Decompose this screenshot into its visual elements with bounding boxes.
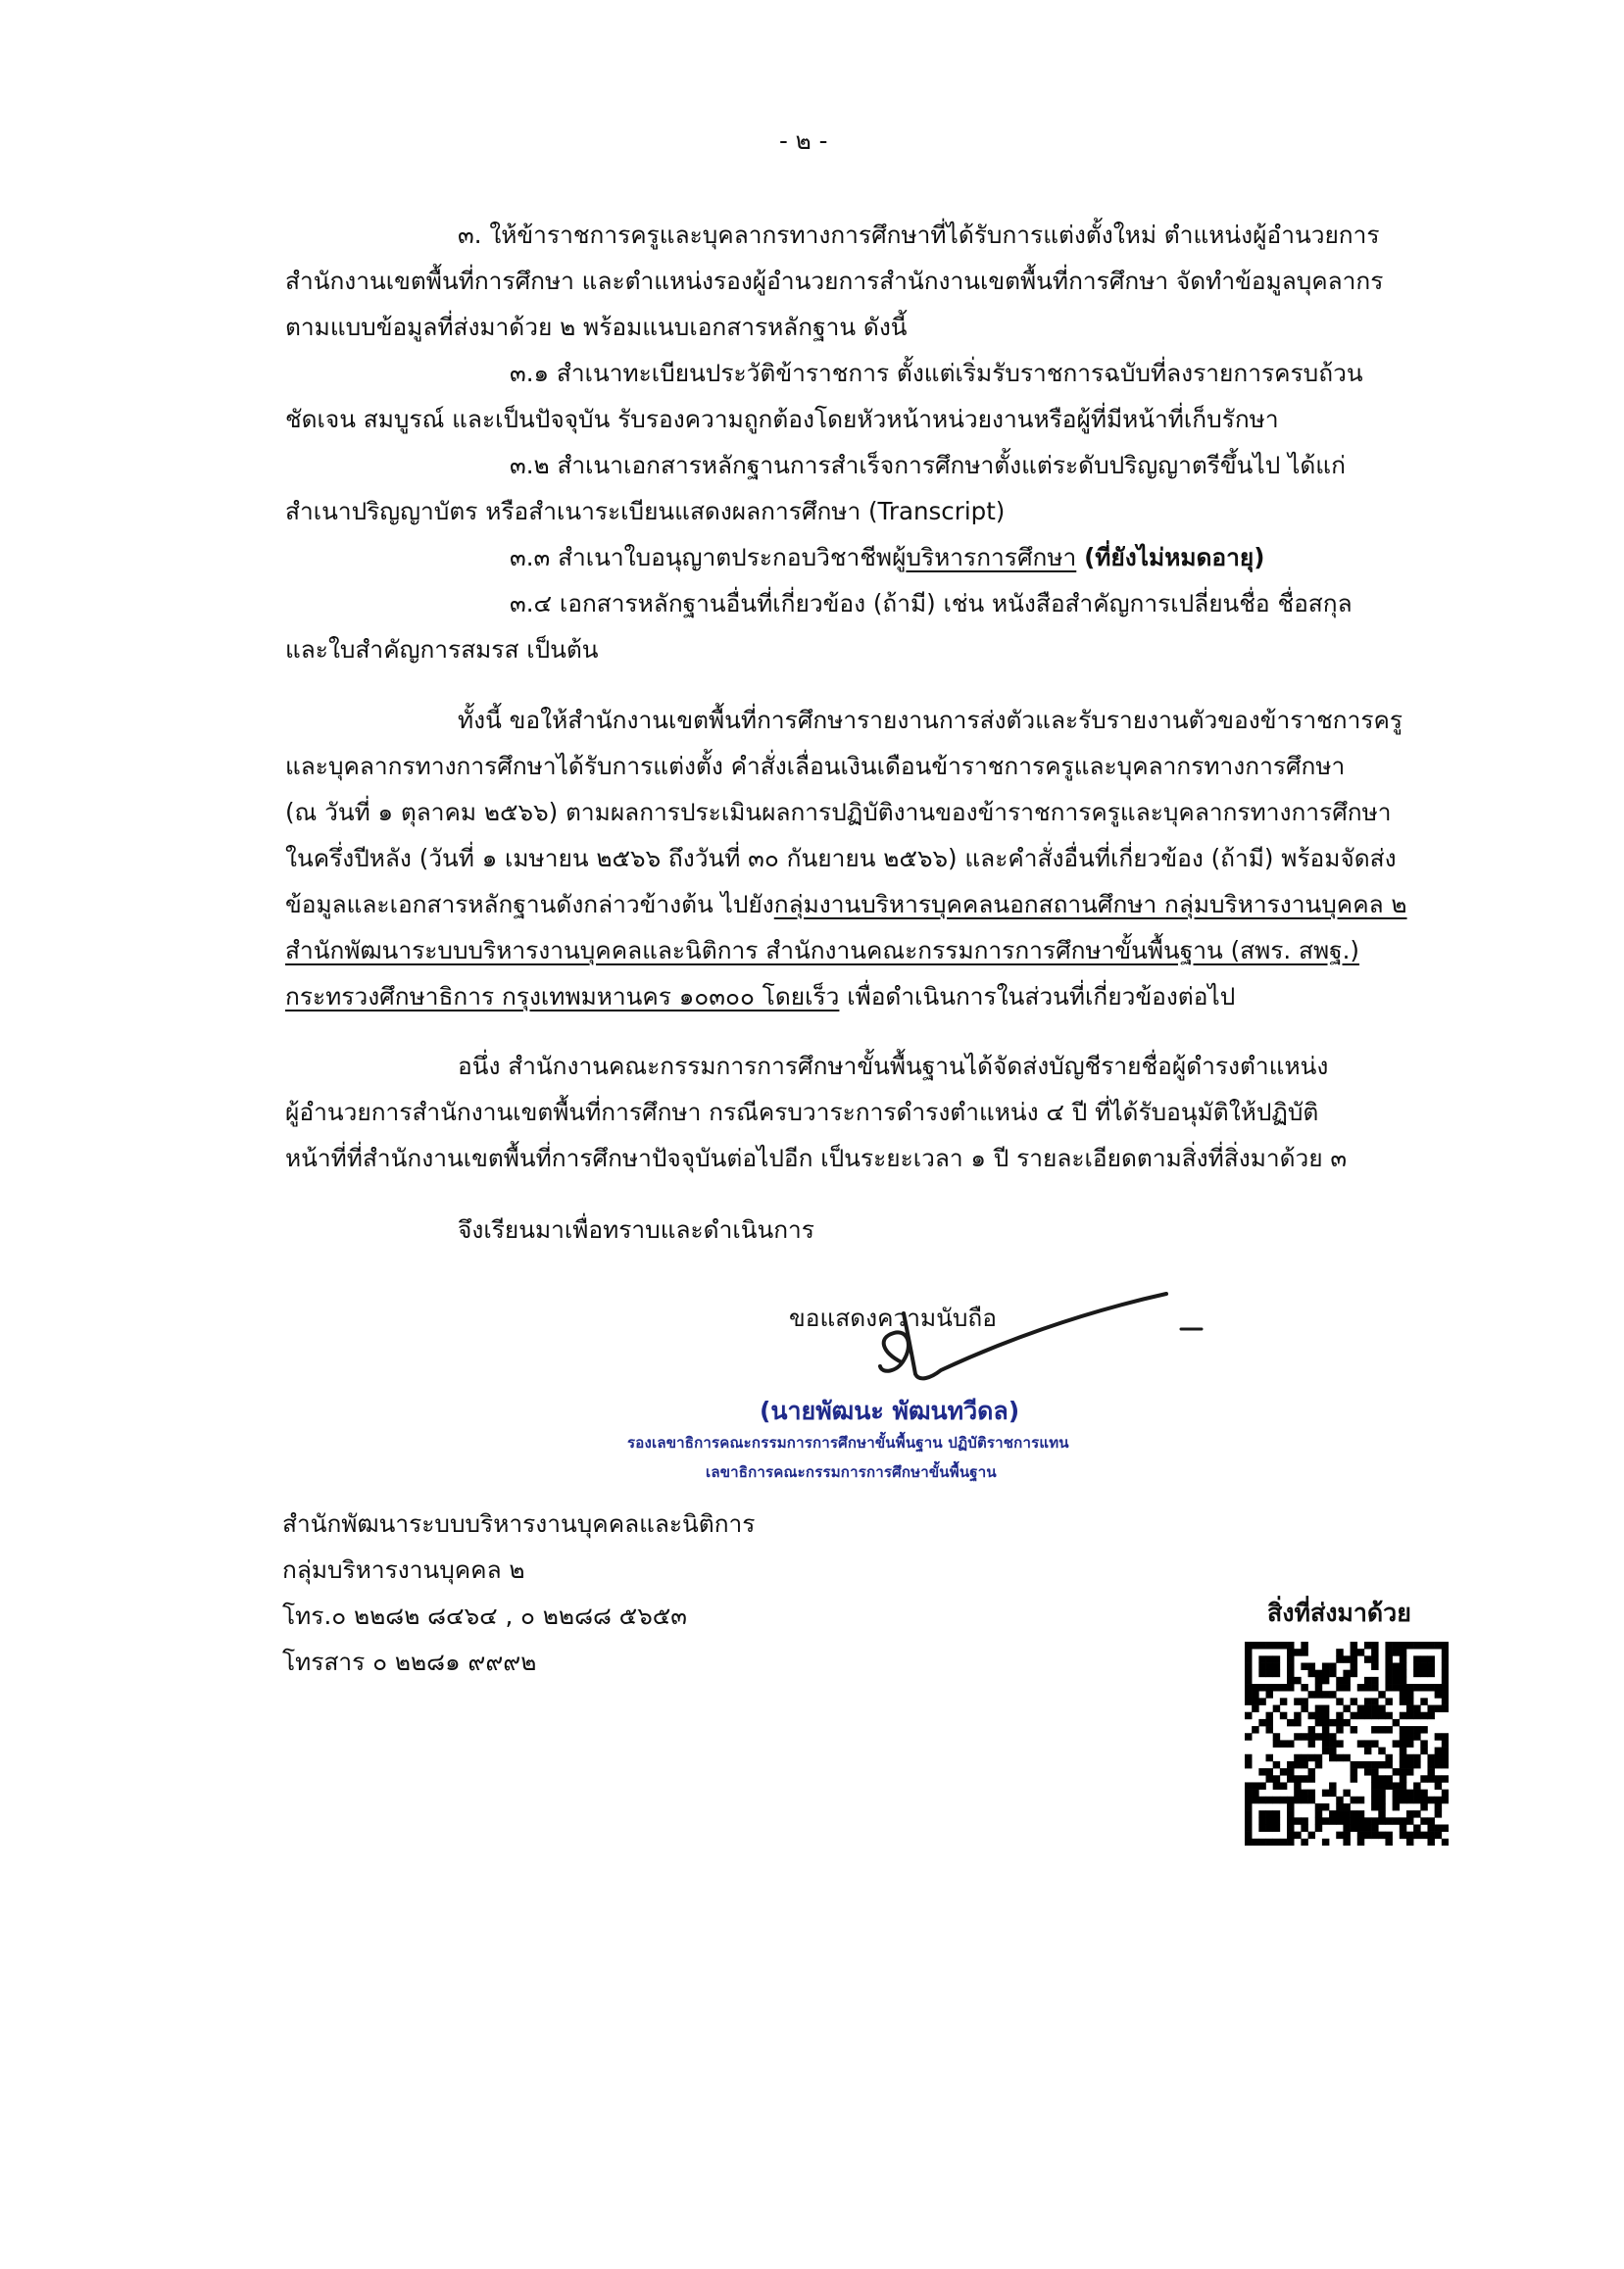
item31-line2: ชัดเจน สมบูรณ์ และเป็นปัจจุบัน รับรองความถูกต้องโดยหัวหน้าหน่วยงานหรือผู้ที่มีหน้าที่เก็บรักษา [285, 405, 1279, 433]
contact-phone: โทร.๐ ๒๒๘๒ ๘๔๖๔ , ๐ ๒๒๘๘ ๕๖๕๓ [282, 1602, 688, 1630]
para3-line1: ๓. ให้ข้าราชการครูและบุคลากรทางการศึกษาที่ได้รับการแต่งตั้งใหม่ ตำแหน่งผู้อำนวยการ [458, 221, 1380, 249]
closing-line: จึงเรียนมาเพื่อทราบและดำเนินการ [458, 1215, 814, 1244]
report-line4: ในครึ่งปีหลัง (วันที่ ๑ เมษายน ๒๕๖๖ ถึงวันที่ ๓๐ กันยายน ๒๕๖๖) และคำสั่งอื่นที่เกี่ยวข้อง (ถ้ามี) พร้อมจัดส่ง [285, 844, 1397, 872]
item34-line2: และใบสำคัญการสมรส เป็นต้น [285, 635, 599, 664]
page-number: - ๒ - [779, 126, 828, 155]
qr-code-pattern [1245, 1642, 1449, 1846]
item34-line1: ๓.๔ เอกสารหลักฐานอื่นที่เกี่ยวข้อง (ถ้ามี) เช่น หนังสือสำคัญการเปลี่ยนชื่อ ชื่อสกุล [510, 589, 1353, 617]
item33-text: ๓.๓ สำเนาใบอนุญาตประกอบวิชาชีพผู้ [510, 543, 907, 571]
signatory-title-line1: รองเลขาธิการคณะกรรมการการศึกษาขั้นพื้นฐาน ปฏิบัติราชการแทน [627, 1434, 1069, 1452]
regards: ขอแสดงความนับถือ [789, 1304, 997, 1332]
para3-line2: สำนักงานเขตพื้นที่การศึกษา และตำแหน่งรองผู้อำนวยการสำนักงานเขตพื้นที่การศึกษา จัดทำข้อมูลบุคลากร [285, 267, 1384, 295]
report-line2: และบุคลากรทางการศึกษาได้รับการแต่งตั้ง คำสั่งเลื่อนเงินเดือนข้าราชการครูและบุคลากรทางการศึกษา [285, 752, 1346, 780]
handwritten-signature [843, 1284, 1215, 1402]
item32-line2: สำเนาปริญญาบัตร หรือสำเนาระเบียนแสดงผลการศึกษา (Transcript) [285, 497, 1006, 525]
contact-fax: โทรสาร ๐ ๒๒๘๑ ๙๙๙๒ [282, 1648, 537, 1676]
item33-line [510, 533, 1264, 582]
item33-underlined: บริหารการศึกษา [906, 543, 1077, 571]
signatory-name: (นายพัฒนะ พัฒนทวีดล) [760, 1397, 1020, 1425]
also-line1: อนึ่ง สำนักงานคณะกรรมการการศึกษาขั้นพื้นฐานได้จัดส่งบัญชีรายชื่อผู้ดำรงตำแหน่ง [458, 1052, 1329, 1080]
report-line7-text: เพื่อดำเนินการในส่วนที่เกี่ยวข้องต่อไป [839, 982, 1236, 1011]
contact-office: สำนักพัฒนาระบบบริหารงานบุคคลและนิติการ [282, 1509, 756, 1538]
item32-line1: ๓.๒ สำเนาเอกสารหลักฐานการสำเร็จการศึกษาตั้งแต่ระดับปริญญาตรีขึ้นไป ได้แก่ [510, 451, 1346, 479]
contact-group: กลุ่มบริหารงานบุคคล ๒ [282, 1555, 525, 1584]
item33-bold-note: (ที่ยังไม่หมดอายุ) [1084, 543, 1265, 571]
report-line5 [285, 880, 1407, 929]
also-line2: ผู้อำนวยการสำนักงานเขตพื้นที่การศึกษา กรณีครบวาระการดำรงตำแหน่ง ๔ ปี ที่ได้รับอนุมัติให้ปฏิบัติ [285, 1098, 1319, 1126]
also-line3: หน้าที่ที่สำนักงานเขตพื้นที่การศึกษาปัจจุบันต่อไปอีก เป็นระยะเวลา ๑ ปี รายละเอียดตามสิ่งที่สิ่งมาด้วย ๓ [285, 1144, 1348, 1172]
report-line5-text: ข้อมูลและเอกสารหลักฐานดังกล่าวข้างต้น ไปยัง [285, 890, 774, 918]
item31-line1: ๓.๑ สำเนาทะเบียนประวัติข้าราชการ ตั้งแต่เริ่มรับราชการฉบับที่ลงรายการครบถ้วน [510, 359, 1363, 387]
para3-line3: ตามแบบข้อมูลที่ส่งมาด้วย ๒ พร้อมแนบเอกสารหลักฐาน ดังนี้ [285, 313, 908, 341]
enclosure-label: สิ่งที่ส่งมาด้วย [1267, 1599, 1411, 1627]
report-line5-underlined: กลุ่มงานบริหารบุคคลนอกสถานศึกษา กลุ่มบริหารงานบุคคล ๒ [773, 890, 1407, 918]
report-line6: สำนักพัฒนาระบบบริหารงานบุคคลและนิติการ สำนักงานคณะกรรมการการศึกษาขั้นพื้นฐาน (สพร. สพฐ.) [285, 936, 1359, 964]
report-line7-underlined: กระทรวงศึกษาธิการ กรุงเทพมหานคร ๑๐๓๐๐ โดยเร็ว [285, 982, 840, 1011]
report-line7 [285, 972, 1235, 1021]
qr-code[interactable] [1245, 1642, 1449, 1846]
signatory-title-line2: เลขาธิการคณะกรรมการการศึกษาขั้นพื้นฐาน [706, 1463, 997, 1481]
report-line3: (ณ วันที่ ๑ ตุลาคม ๒๕๖๖) ตามผลการประเมินผลการปฏิบัติงานของข้าราชการครูและบุคลากรทางการศึกษา [285, 798, 1392, 826]
report-line1: ทั้งนี้ ขอให้สำนักงานเขตพื้นที่การศึกษารายงานการส่งตัวและรับรายงานตัวของข้าราชการครู [458, 706, 1403, 734]
